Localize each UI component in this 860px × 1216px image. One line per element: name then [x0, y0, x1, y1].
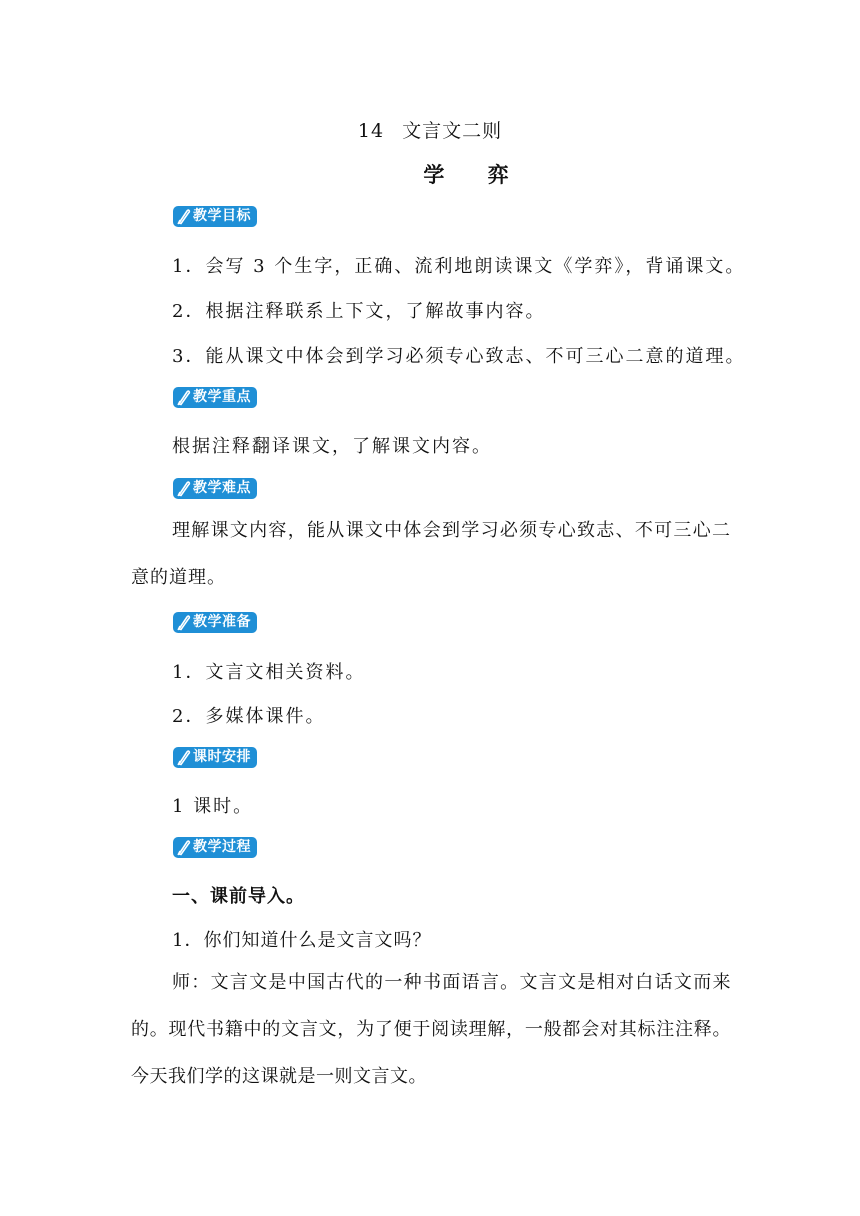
schedule-label: 课时安排 — [193, 749, 251, 765]
objectives-label: 教学目标 — [193, 208, 251, 224]
preparation-badge — [173, 612, 257, 633]
step-heading: 一、课前导入。 — [172, 886, 305, 907]
preparation-item: 2．多媒体课件。 — [172, 706, 326, 727]
key-points-text: 根据注释翻译课文，了解课文内容。 — [172, 436, 492, 457]
difficulties-label: 教学难点 — [193, 480, 251, 496]
text-title: 学 弈 — [423, 162, 527, 187]
lesson-title — [0, 116, 860, 143]
process-question: 1．你们知道什么是文言文吗？ — [172, 930, 432, 951]
process-label: 教学过程 — [193, 839, 251, 855]
schedule-badge — [173, 747, 257, 768]
objective-item: 2．根据注释联系上下文，了解故事内容。 — [172, 301, 546, 322]
objective-item: 1．会写 3 个生字，正确、流利地朗读课文《学弈》，背诵课文。 — [172, 256, 746, 277]
pen-icon — [176, 480, 191, 497]
objectives-badge — [173, 206, 257, 227]
difficulties-badge — [173, 478, 257, 499]
objective-item: 3．能从课文中体会到学习必须专心致志、不可三心二意的道理。 — [172, 346, 746, 367]
pen-icon — [176, 614, 191, 631]
pen-icon — [176, 839, 191, 856]
preparation-label: 教学准备 — [193, 614, 251, 630]
pen-icon — [176, 208, 191, 225]
pen-icon — [176, 749, 191, 766]
difficulties-text: 理解课文内容，能从课文中体会到学习必须专心致志、不可三心二意的道理。 — [131, 520, 731, 588]
preparation-item: 1．文言文相关资料。 — [172, 662, 366, 683]
key-points-label: 教学重点 — [193, 389, 251, 405]
schedule-text: 1 课时。 — [172, 796, 254, 817]
key-points-badge — [173, 387, 257, 408]
teacher-text: 师：文言文是中国古代的一种书面语言。文言文是相对白话文而来的。现代书籍中的文言文，为了便于阅读理解，一般都会对其标注注释。今天我们学的这课就是一则文言文。 — [131, 972, 731, 1087]
process-badge — [173, 837, 257, 858]
lesson-number: 14 — [357, 120, 385, 142]
lesson-title-text: 文言文二则 — [402, 120, 503, 142]
pen-icon — [176, 389, 191, 406]
